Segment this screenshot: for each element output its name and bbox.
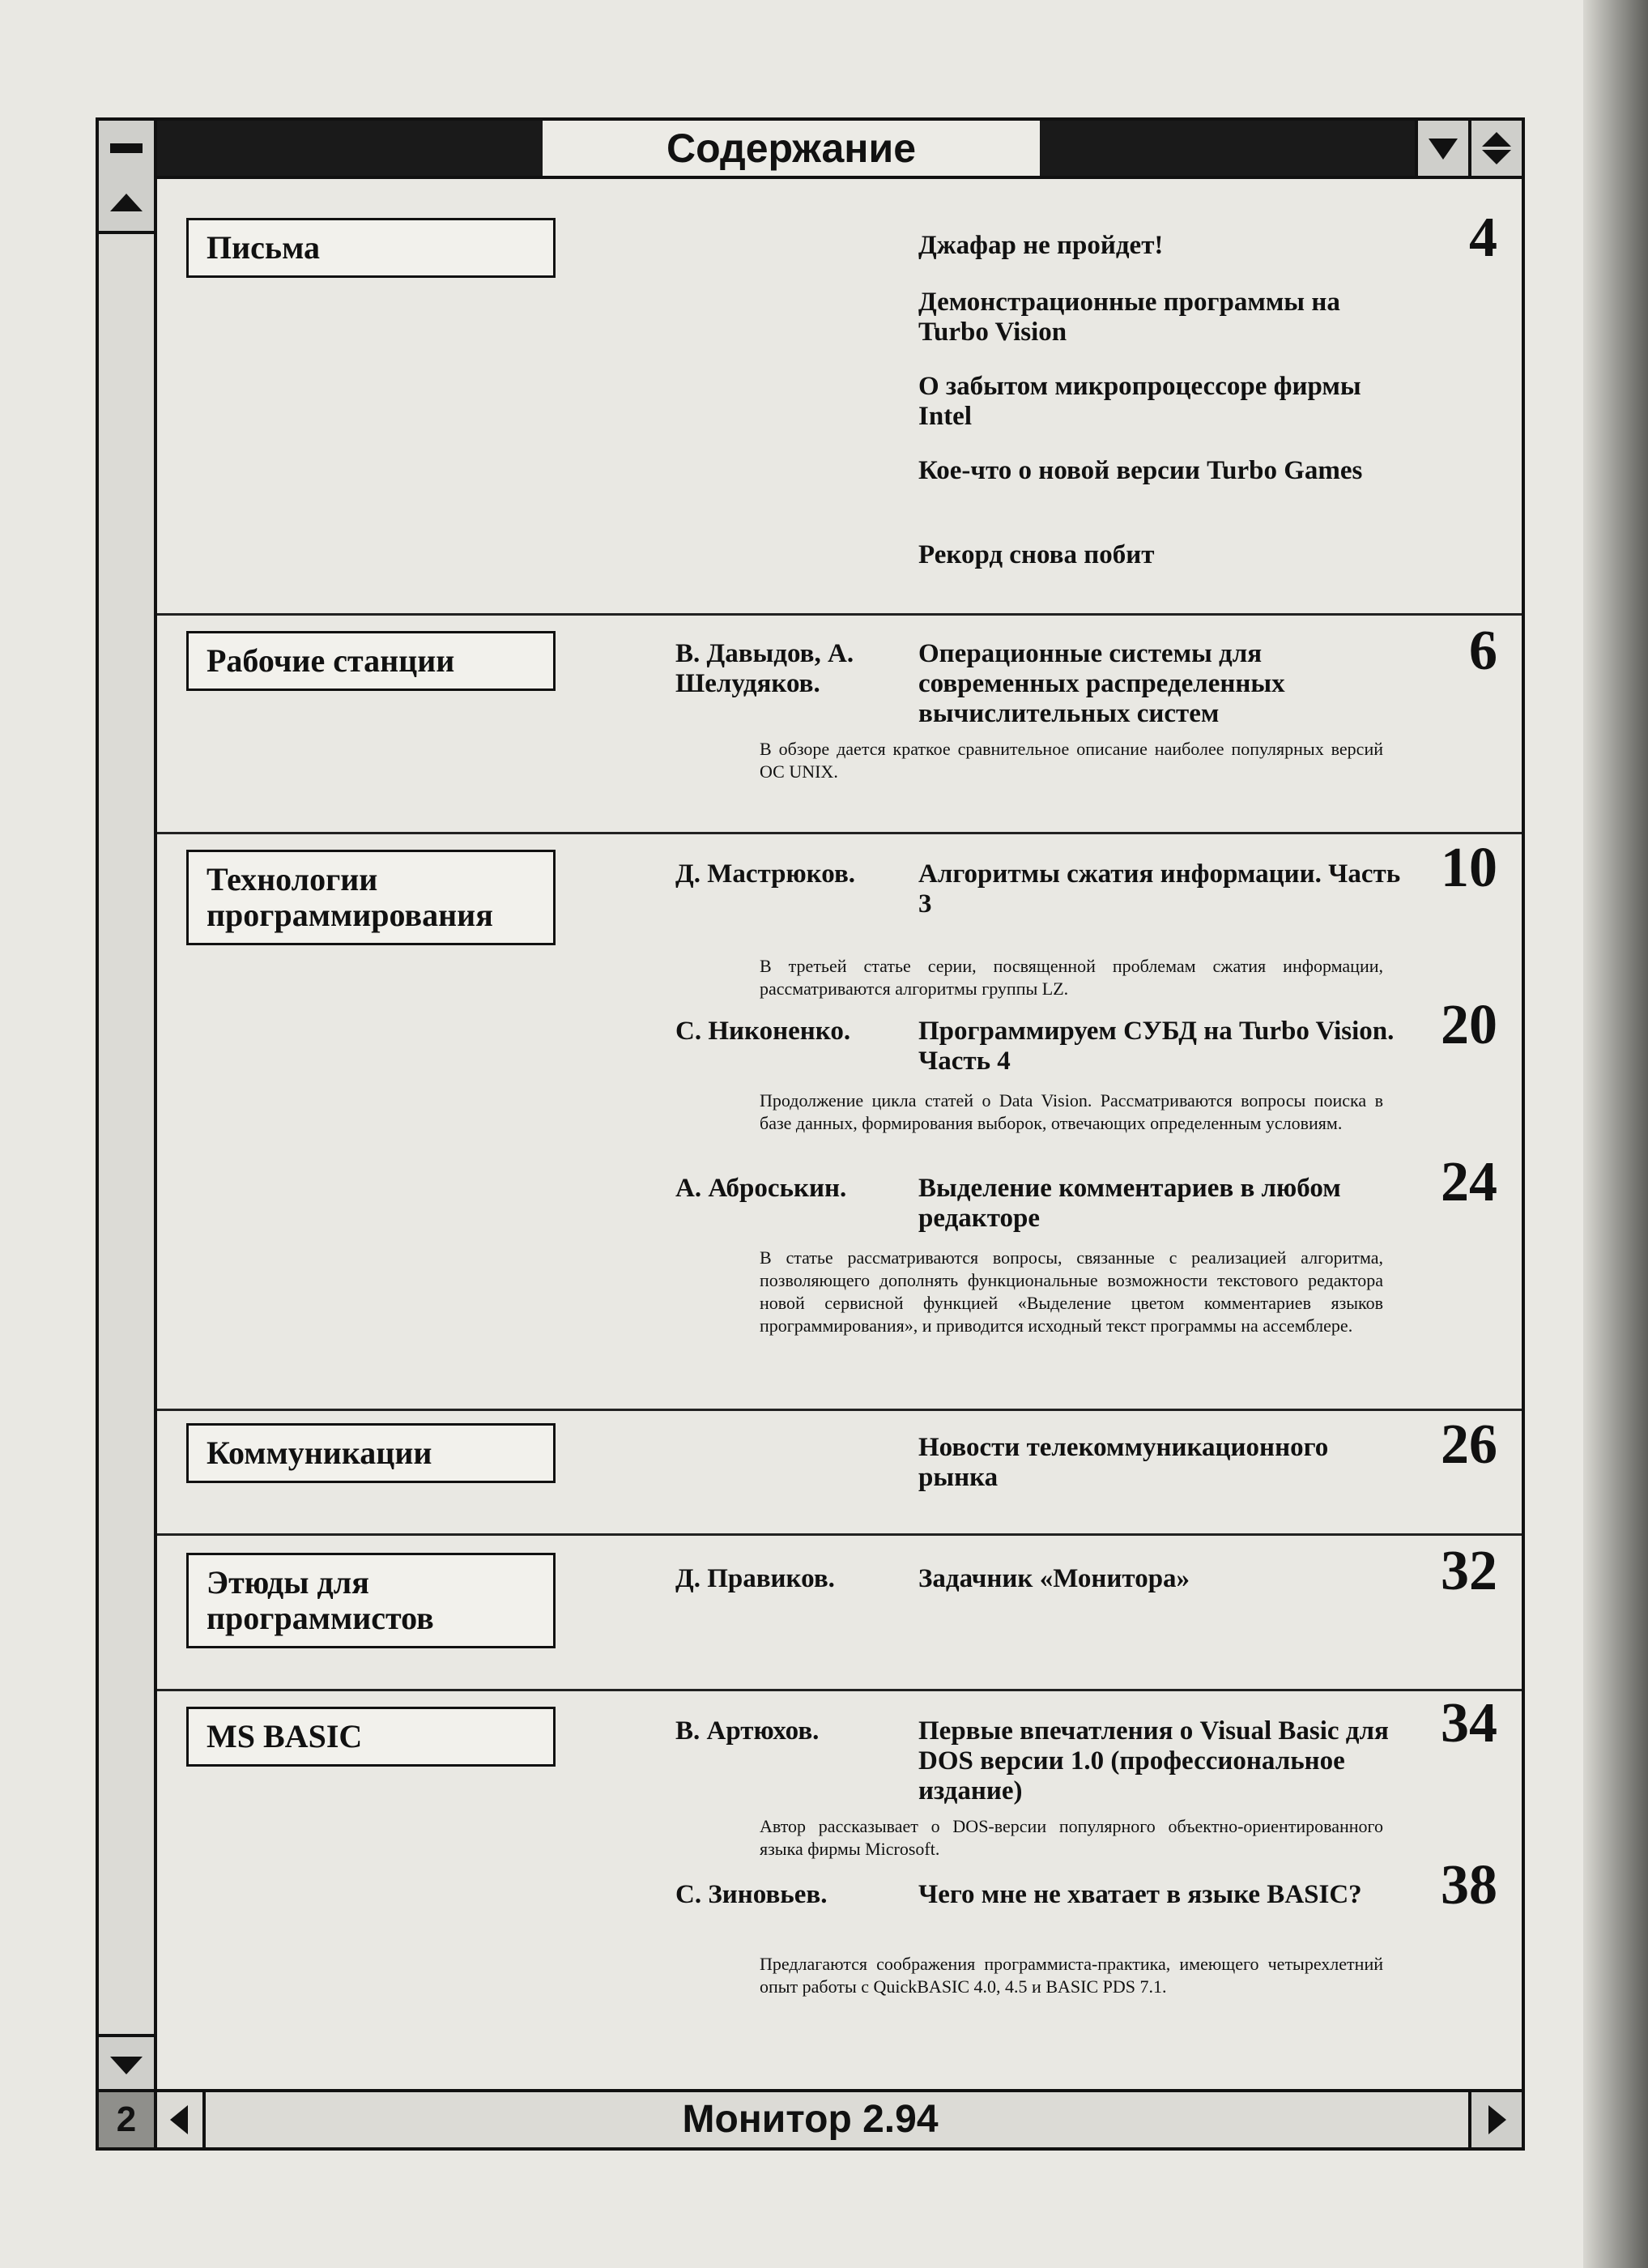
page-number-letters: 4 bbox=[1469, 207, 1497, 269]
category-programmer-etudes: Этюды для программистов bbox=[186, 1553, 556, 1648]
entry-description: В третьей статье серии, посвященной проблемам сжатия информации, рассматриваются алгоритмы группы LZ. bbox=[760, 956, 1383, 999]
entry-description: Автор рассказывает о DOS-версии популярного объектно-ориентированного языка фирмы Microsoft. bbox=[760, 1816, 1383, 1859]
entry-author: А. Аброськин. bbox=[675, 1174, 847, 1203]
entry-description: В обзоре дается краткое сравнительное описание наиболее популярных версий ОС UNIX. bbox=[760, 739, 1383, 782]
entry-title: Чего мне не хватает в языке BASIC? bbox=[918, 1880, 1362, 1909]
entry-author: В. Давыдов, А. Шелудяков. bbox=[675, 639, 854, 698]
page-number: 34 bbox=[1441, 1692, 1497, 1754]
contents-window bbox=[96, 117, 1525, 2151]
entry-description: Предлагаются соображения программиста-практика, имеющего четырехлетний опыт работы с QuickBASIC 4.0, 4.5 и BASIC PDS 7.1. bbox=[760, 1954, 1383, 1997]
entry-title: Выделение комментариев в любом редакторе bbox=[918, 1174, 1341, 1233]
entry-author: В. Артюхов. bbox=[675, 1716, 820, 1746]
page-number: 24 bbox=[1441, 1151, 1497, 1213]
maximize-button[interactable] bbox=[1468, 121, 1522, 176]
title-bar bbox=[99, 121, 1522, 179]
section-divider bbox=[157, 832, 1522, 834]
entry-title: Алгоритмы сжатия информации. Часть 3 bbox=[918, 859, 1401, 919]
entry-title: Рекорд снова побит bbox=[918, 540, 1155, 569]
footer-title: Монитор 2.94 bbox=[682, 2098, 939, 2141]
arrow-left-icon bbox=[164, 2104, 196, 2136]
scroll-right-button[interactable] bbox=[1468, 2092, 1522, 2147]
scroll-down-button[interactable] bbox=[99, 2034, 154, 2092]
page-number: 32 bbox=[1441, 1540, 1497, 1602]
scroll-up-button[interactable] bbox=[99, 176, 154, 234]
entry-title: Демонстрационные программы на Turbo Vision bbox=[918, 288, 1340, 347]
entry-title: Первые впечатления о Visual Basic для DOS версии 1.0 (профессиональное издание) bbox=[918, 1716, 1389, 1805]
vertical-scrollbar[interactable] bbox=[99, 176, 157, 2092]
section-divider bbox=[157, 1533, 1522, 1536]
page-number: 20 bbox=[1441, 994, 1497, 1056]
entry-title: Операционные системы для современных распределенных вычислительных систем bbox=[918, 639, 1285, 728]
category-communications: Коммуникации bbox=[186, 1423, 556, 1483]
entry-title: Кое-что о новой версии Turbo Games bbox=[918, 456, 1363, 485]
entry-title: Новости телекоммуникационного рынка bbox=[918, 1433, 1329, 1492]
entry-title: Джафар не пройдет! bbox=[918, 231, 1164, 260]
minus-icon bbox=[110, 143, 143, 153]
entry-description: В статье рассматриваются вопросы, связанные с реализацией алгоритма, позволяющего дополнять функциональные возможности текстового редактора новой сервисной функцией «Выделение цветом комментариев языков программирования», и приводится исходный текст программы на ассемблере. bbox=[760, 1247, 1383, 1336]
entry-title: Программируем СУБД на Turbo Vision. Часть 4 bbox=[918, 1017, 1395, 1076]
page-number: 6 bbox=[1469, 620, 1497, 682]
entry-author: С. Зиновьев. bbox=[675, 1880, 828, 1909]
entry-author: С. Никоненко. bbox=[675, 1017, 851, 1046]
category-programming-tech: Технологии программирования bbox=[186, 850, 556, 945]
page-number: 26 bbox=[1441, 1413, 1497, 1476]
category-workstations: Рабочие станции bbox=[186, 631, 556, 691]
minimize-button[interactable] bbox=[1415, 121, 1468, 176]
up-down-arrows-icon bbox=[1479, 130, 1514, 166]
page-number: 38 bbox=[1441, 1854, 1497, 1916]
entry-title: Задачник «Монитора» bbox=[918, 1564, 1190, 1593]
category-letters: Письма bbox=[186, 218, 556, 278]
window-title: Содержание bbox=[543, 121, 1040, 176]
page-number-badge: 2 bbox=[99, 2092, 157, 2147]
entry-title: О забытом микропроцессоре фирмы Intel bbox=[918, 372, 1361, 431]
arrow-right-icon bbox=[1480, 2104, 1513, 2136]
triangle-down-icon bbox=[1425, 130, 1461, 166]
section-divider bbox=[157, 1689, 1522, 1691]
page-number: 10 bbox=[1441, 837, 1497, 899]
arrow-down-icon bbox=[99, 2037, 154, 2092]
section-divider bbox=[157, 613, 1522, 616]
entry-author: Д. Правиков. bbox=[675, 1564, 835, 1593]
category-ms-basic: MS BASIC bbox=[186, 1707, 556, 1767]
arrow-up-icon bbox=[99, 176, 154, 231]
page-edge-shadow bbox=[1583, 0, 1648, 2268]
scroll-left-button[interactable] bbox=[157, 2092, 206, 2147]
bottom-bar bbox=[99, 2089, 1522, 2147]
section-divider bbox=[157, 1409, 1522, 1411]
entry-description: Продолжение цикла статей о Data Vision. Рассматриваются вопросы поиска в базе данных, формирования выборок, отвечающих определенным условиям. bbox=[760, 1090, 1383, 1133]
window-menu-button[interactable] bbox=[99, 121, 157, 176]
entry-author: Д. Мастрюков. bbox=[675, 859, 856, 889]
